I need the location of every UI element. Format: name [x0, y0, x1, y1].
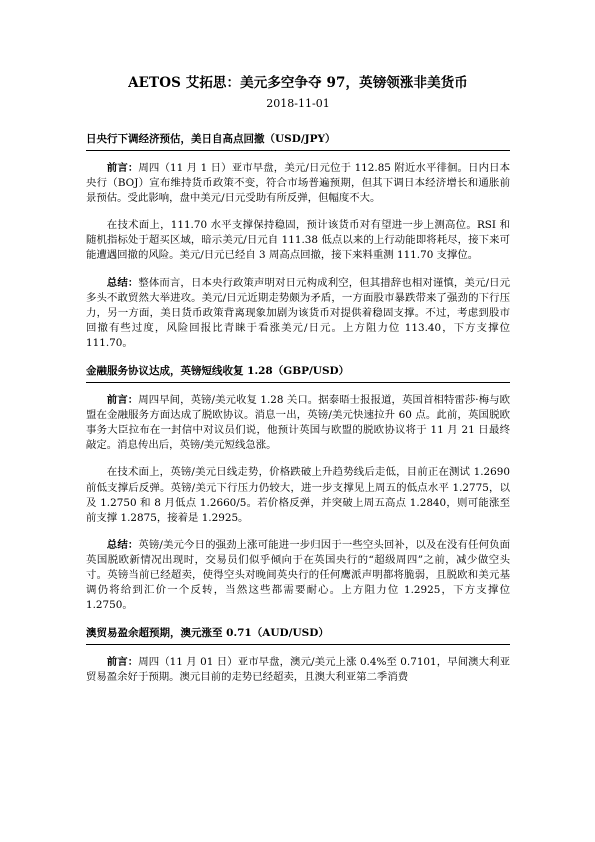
- section-heading: 澳贸易盈余超预期，澳元涨至 0.71（AUD/USD）: [86, 627, 329, 640]
- paragraph: [86, 161, 510, 206]
- paragraph-lead: 总结：: [106, 276, 139, 289]
- paragraph: [86, 393, 510, 453]
- paragraph-text: 周四（11 月 01 日）亚市早盘，澳元/美元上涨 0.4%至 0.7101，早间澳大利亚贸易盈余好于预期。澳元目前的走势已经超卖，且澳大利亚第二季消费: [86, 656, 510, 684]
- paragraph-lead: 前言：: [106, 162, 139, 174]
- paragraph-text: 在技术面上，111.70 水平支撑保持稳固，预计该货币对有望进一步上测高位。RSI 和随机指标处于超买区域，暗示美元/日元自 111.38 低点以来的上行动能即将耗尽，接下来可能遭遇回撤的风险。美元/日元已经自 3 周高点回撤，接下来料重测 111.70 支撑位。: [86, 219, 510, 262]
- paragraph: [86, 218, 510, 263]
- section-gbpusd: [86, 363, 510, 613]
- document-title: AETOS 艾拓思：美元多空争夺 97，英镑领涨非美货币: [128, 75, 468, 91]
- document-date: 2018-11-01: [266, 97, 330, 110]
- paragraph-lead: 前言：: [106, 656, 139, 669]
- section-heading: 金融服务协议达成，英镑短线收复 1.28（GBP/USD）: [86, 365, 350, 378]
- paragraph-text: 整体而言，日本央行政策声明对日元构成利空，但其措辞也相对谨慎，美元/日元多头不敢贸然大举进攻。美元/日元近期走势颇为矛盾，一方面股市暴跌带来了强劲的下行压力，另一方面，美日货币政策背离现象加剧为该货币对提供着稳固支撑。不过，考虑到股市回撤有些过度，风险回报比青睐于看涨美元/日元。上方阻力位 113.40，下方支撑位 111.70。: [86, 276, 511, 349]
- paragraph-text: 周四早间，英镑/美元收复 1.28 关口。据泰晤士报报道，英国首相特雷莎·梅与欧盟在金融服务方面达成了脱欧协议。消息一出，英镑/美元快速拉升 60 点。此前，英国脱欧事务大臣拉布在一封信中对议员们说，他预计英国与欧盟的脱欧协议将于 11 月 21 日最终敲定。消息传出后，英镑/美元短线急涨。: [86, 394, 511, 452]
- section-divider: [86, 150, 510, 151]
- document-page: [86, 72, 510, 697]
- section-divider: [86, 382, 510, 383]
- paragraph-text: 在技术面上，英镑/美元日线走势，价格跌破上升趋势线后走低，目前正在测试 1.2690 前低支撑后反弹。英镑/美元下行压力仍较大，进一步支撑见上周五的低点水平 1.2775，以及 1.2750 和 8 月低点 1.2660/5。若价格反弹，并突破上周五高点 1.2840，则可能涨至前支撑 1.2875，接着是 1.2925。: [86, 466, 510, 524]
- section-usdjpy: [86, 131, 510, 351]
- section-audusd: [86, 625, 510, 685]
- paragraph: [86, 276, 510, 351]
- paragraph: [86, 465, 510, 525]
- paragraph: [86, 655, 510, 685]
- section-divider: [86, 644, 510, 645]
- paragraph-lead: 总结：: [106, 538, 139, 551]
- paragraph: [86, 538, 510, 613]
- paragraph-text: 英镑/美元今日的强劲上涨可能进一步归因于一些空头回补，以及在没有任何负面英国脱欧新情况出现时，交易员们似乎倾向于在英国央行的“超级周四”之前，减少做空头寸。英镑当前已经超卖，使得空头对晚间英央行的任何鹰派声明都将脆弱，且脱欧和美元基调仍将给到汇价一个反转，当然这些都需要耐心。上方阻力位 1.2925，下方支撑位 1.2750。: [86, 538, 511, 612]
- paragraph-lead: 前言：: [106, 394, 139, 407]
- section-heading: 日央行下调经济预估，美日自高点回撤（USD/JPY）: [86, 133, 336, 145]
- paragraph-text: 周四（11 月 1 日）亚市早盘，美元/日元位于 112.85 附近水平徘徊。日内日本央行（BOJ）宣布维持货币政策不变，符合市场普遍预期，但其下调日本经济增长和通胀前景预估。受此影响，盘中美元/日元受助有所反弹，但幅度不大。: [86, 162, 511, 205]
